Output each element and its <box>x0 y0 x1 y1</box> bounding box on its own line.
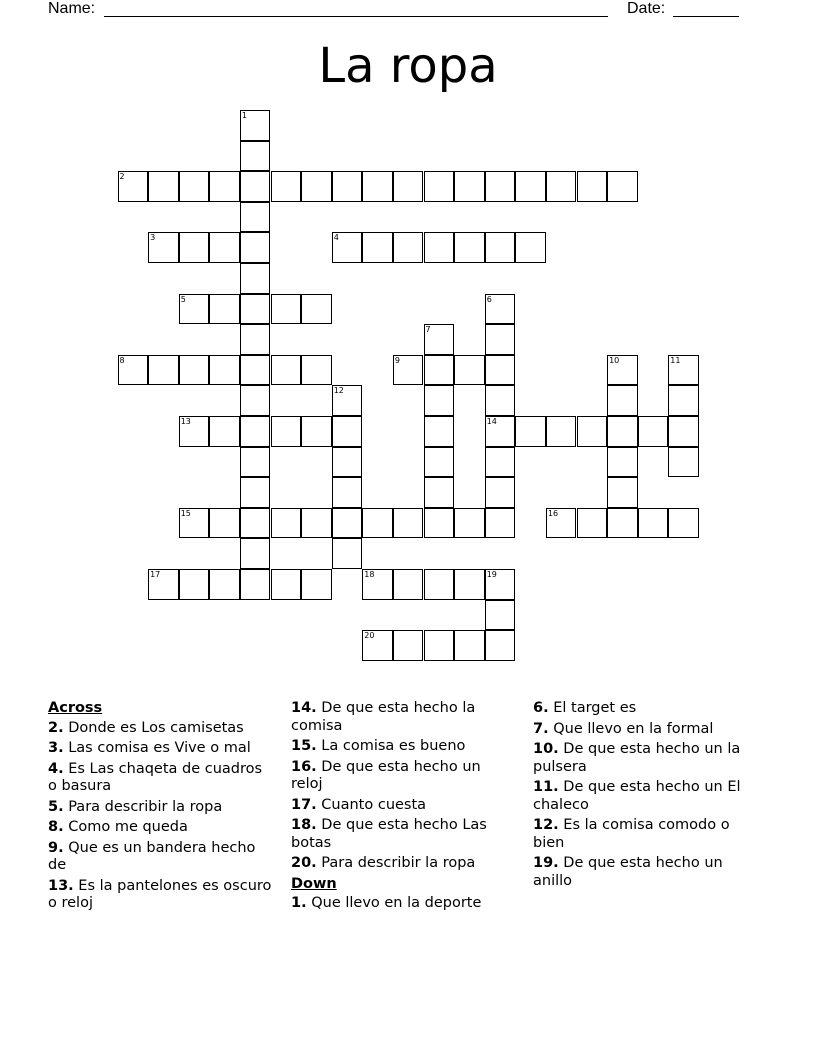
crossword-cell[interactable] <box>424 447 455 478</box>
crossword-cell[interactable] <box>332 232 363 263</box>
name-label: Name: <box>48 0 96 17</box>
crossword-cell[interactable] <box>362 232 393 263</box>
crossword-cell[interactable] <box>454 630 485 661</box>
clue-down-19: 19. De que esta hecho un anillo <box>533 855 723 889</box>
crossword-cell[interactable] <box>424 477 455 508</box>
clue-number: 18 <box>364 570 375 579</box>
crossword-cell[interactable] <box>362 508 393 539</box>
crossword-cell[interactable] <box>454 508 485 539</box>
clue-number: 1 <box>241 111 247 120</box>
clue-across-9: 9. Que es un bandera hecho de <box>48 839 256 873</box>
crossword-cell[interactable] <box>668 447 699 478</box>
crossword-cell[interactable] <box>485 385 516 416</box>
date-label: Date: <box>627 0 666 17</box>
clue-down-12: 12. Es la comisa comodo o bien <box>533 817 730 851</box>
crossword-cell[interactable] <box>393 508 424 539</box>
clue-number: 16 <box>547 508 559 518</box>
crossword-cell[interactable] <box>362 630 393 661</box>
clue-across-16: 16. De que esta hecho un reloj <box>291 758 481 792</box>
crossword-cell[interactable] <box>271 569 302 600</box>
header <box>48 0 748 20</box>
clue-number: 9 <box>394 355 400 365</box>
crossword-cell[interactable] <box>209 508 240 539</box>
crossword-cell[interactable] <box>424 171 455 202</box>
crossword-cell[interactable] <box>362 171 393 202</box>
crossword-cell[interactable] <box>240 447 271 478</box>
clue-number: 17 <box>150 570 161 579</box>
crossword-cell[interactable] <box>240 416 271 447</box>
crossword-cell[interactable] <box>179 416 210 447</box>
crossword-cell[interactable] <box>301 508 332 539</box>
clue-across-2: 2. Donde es Los camisetas <box>48 719 244 736</box>
clue-across-14: 14. De que esta hecho la comisa <box>291 700 476 734</box>
crossword-cell[interactable] <box>271 508 302 539</box>
clue-across-17: 17. Cuanto cuesta <box>291 796 427 813</box>
crossword-cell[interactable] <box>454 355 485 386</box>
clue-down-1: 1. Que llevo en la deporte <box>291 895 482 911</box>
crossword-cell[interactable] <box>240 110 271 141</box>
crossword-cell[interactable] <box>485 477 516 508</box>
crossword-cell[interactable] <box>332 477 363 508</box>
crossword-cell[interactable] <box>301 294 332 325</box>
crossword-cell[interactable] <box>240 324 271 355</box>
clues-column-3 <box>533 700 761 893</box>
crossword-cell[interactable] <box>209 232 240 263</box>
crossword-cell[interactable] <box>393 355 424 386</box>
crossword-cell[interactable] <box>332 171 363 202</box>
crossword-cell[interactable] <box>485 447 516 478</box>
crossword-cell[interactable] <box>271 416 302 447</box>
crossword-cell[interactable] <box>485 294 516 325</box>
crossword-cell[interactable] <box>240 508 271 539</box>
clue-across-15: 15. La comisa es bueno <box>291 738 466 754</box>
crossword-cell[interactable] <box>332 447 363 478</box>
crossword-cell[interactable] <box>485 324 516 355</box>
clue-number: 13 <box>180 417 191 426</box>
crossword-cell[interactable] <box>271 294 302 325</box>
crossword-cell[interactable] <box>148 171 179 202</box>
crossword-cell[interactable] <box>301 416 332 447</box>
crossword-cell[interactable] <box>118 171 149 202</box>
crossword-cell[interactable] <box>515 232 546 263</box>
crossword-cell[interactable] <box>209 416 240 447</box>
crossword-cell[interactable] <box>240 141 271 172</box>
crossword-cell[interactable] <box>546 508 577 539</box>
clue-number: 20 <box>364 631 375 641</box>
crossword-cell[interactable] <box>485 600 516 631</box>
crossword-cell[interactable] <box>240 202 271 233</box>
clue-across-8: 8. Como me queda <box>48 819 188 835</box>
crossword-cell[interactable] <box>485 355 516 386</box>
crossword-cell[interactable] <box>393 171 424 202</box>
crossword-cell[interactable] <box>668 508 699 539</box>
clue-across-4: 4. Es Las chaqeta de cuadros o basura <box>48 760 263 794</box>
clue-number: 11 <box>670 355 681 365</box>
crossword-cell[interactable] <box>546 171 577 202</box>
crossword-cell[interactable] <box>332 385 363 416</box>
crossword-cell[interactable] <box>424 355 455 386</box>
crossword-cell[interactable] <box>485 232 516 263</box>
crossword-cell[interactable] <box>607 385 638 416</box>
clue-across-20: 20. Para describir la ropa <box>291 855 476 871</box>
crossword-cell[interactable] <box>240 171 271 202</box>
clue-number: 4 <box>333 233 339 243</box>
crossword-cell[interactable] <box>209 294 240 325</box>
crossword-cell[interactable] <box>485 569 516 600</box>
crossword-cell[interactable] <box>577 171 608 202</box>
crossword-cell[interactable] <box>240 232 271 263</box>
crossword-cell[interactable] <box>179 294 210 325</box>
crossword-cell[interactable] <box>638 416 669 447</box>
across-heading: Across <box>48 700 103 716</box>
clue-number: 2 <box>119 172 125 182</box>
crossword-cell[interactable] <box>607 447 638 478</box>
crossword-cell[interactable] <box>179 232 210 263</box>
clue-down-10: 10. De que esta hecho un la pulsera <box>533 741 741 775</box>
crossword-cell[interactable] <box>240 294 271 325</box>
clue-across-5: 5. Para describir la ropa <box>48 798 223 815</box>
clue-number: 10 <box>609 355 620 365</box>
crossword-cell[interactable] <box>424 324 455 355</box>
crossword-cell[interactable] <box>362 569 393 600</box>
crossword-cell[interactable] <box>668 355 699 386</box>
clue-number: 19 <box>486 570 497 579</box>
crossword-cell[interactable] <box>607 508 638 539</box>
crossword-cell[interactable] <box>148 569 179 600</box>
clue-down-11: 11. De que esta hecho un El chaleco <box>533 779 741 813</box>
crossword-cell[interactable] <box>332 416 363 447</box>
page-title: La ropa <box>318 38 498 94</box>
crossword-cell[interactable] <box>607 477 638 508</box>
crossword-cell[interactable] <box>424 232 455 263</box>
name-field[interactable] <box>104 16 608 17</box>
clue-number: 14 <box>486 417 497 426</box>
clues-column-1 <box>48 700 273 916</box>
crossword-cell[interactable] <box>148 355 179 386</box>
crossword-cell[interactable] <box>424 385 455 416</box>
crossword-cell[interactable] <box>179 508 210 539</box>
crossword-cell[interactable] <box>240 385 271 416</box>
crossword-cell[interactable] <box>607 355 638 386</box>
crossword-cell[interactable] <box>485 171 516 202</box>
down-heading: Down <box>291 875 337 892</box>
crossword-cell[interactable] <box>485 508 516 539</box>
crossword-cell[interactable] <box>301 171 332 202</box>
crossword-cell[interactable] <box>393 232 424 263</box>
clue-number: 8 <box>119 355 125 365</box>
clue-number: 15 <box>180 508 191 518</box>
clues-column-2 <box>291 700 516 916</box>
clue-down-6: 6. El target es <box>533 700 637 716</box>
crossword-cell[interactable] <box>424 416 455 447</box>
crossword-cell[interactable] <box>607 171 638 202</box>
clue-across-3: 3. Las comisa es Vive o mal <box>48 740 251 756</box>
crossword-cell[interactable] <box>485 630 516 661</box>
crossword-cell[interactable] <box>607 416 638 447</box>
clue-down-7: 7. Que llevo en la formal <box>533 720 714 737</box>
crossword-cell[interactable] <box>454 569 485 600</box>
crossword-cell[interactable] <box>515 171 546 202</box>
crossword-cell[interactable] <box>485 416 516 447</box>
crossword-cell[interactable] <box>179 569 210 600</box>
crossword-cell[interactable] <box>179 171 210 202</box>
crossword-cell[interactable] <box>393 630 424 661</box>
crossword-cell[interactable] <box>424 569 455 600</box>
crossword-cell[interactable] <box>668 416 699 447</box>
crossword-cell[interactable] <box>301 569 332 600</box>
date-field[interactable] <box>673 16 739 17</box>
crossword-cell[interactable] <box>271 355 302 386</box>
clue-number: 6 <box>486 294 492 304</box>
crossword-cell[interactable] <box>668 385 699 416</box>
crossword-cell[interactable] <box>577 416 608 447</box>
crossword-cell[interactable] <box>332 538 363 569</box>
crossword-cell[interactable] <box>301 355 332 386</box>
clue-number: 12 <box>333 386 344 396</box>
crossword-cell[interactable] <box>179 355 210 386</box>
crossword-cell[interactable] <box>271 171 302 202</box>
crossword-cell[interactable] <box>454 171 485 202</box>
clue-number: 5 <box>180 294 186 304</box>
clue-across-18: 18. De que esta hecho Las botas <box>291 817 487 851</box>
crossword-cell[interactable] <box>393 569 424 600</box>
crossword-cell[interactable] <box>546 416 577 447</box>
crossword-cell[interactable] <box>148 232 179 263</box>
crossword-cell[interactable] <box>454 232 485 263</box>
crossword-cell[interactable] <box>332 508 363 539</box>
clue-number: 3 <box>150 233 156 243</box>
crossword-cell[interactable] <box>240 477 271 508</box>
crossword-cell[interactable] <box>209 171 240 202</box>
crossword-cell[interactable] <box>515 416 546 447</box>
crossword-cell[interactable] <box>424 508 455 539</box>
crossword-cell[interactable] <box>209 355 240 386</box>
crossword-cell[interactable] <box>240 263 271 294</box>
crossword-cell[interactable] <box>240 355 271 386</box>
clue-number: 7 <box>425 325 431 335</box>
crossword-cell[interactable] <box>209 569 240 600</box>
crossword-cell[interactable] <box>118 355 149 386</box>
crossword-cell[interactable] <box>577 508 608 539</box>
crossword-cell[interactable] <box>638 508 669 539</box>
clue-across-13: 13. Es la pantelones es oscuro o reloj <box>48 877 272 911</box>
crossword-cell[interactable] <box>424 630 455 661</box>
crossword-cell[interactable] <box>240 569 271 600</box>
crossword-cell[interactable] <box>240 538 271 569</box>
